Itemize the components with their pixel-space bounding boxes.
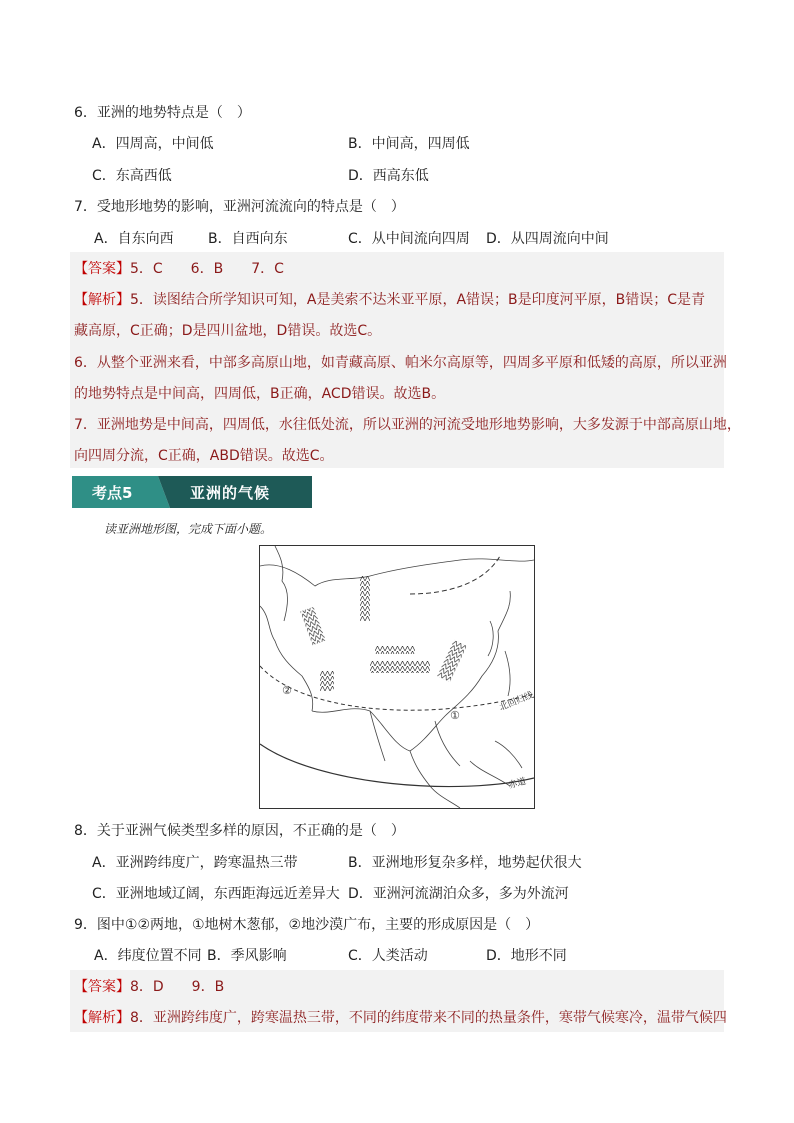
- q8-option-c[interactable]: C．亚洲地域辽阔，东西距海远近差异大: [92, 886, 340, 902]
- instruction-text: 读亚洲地形图，完成下面小题。: [104, 522, 273, 536]
- analysis-line-4: 的地势特点是中间高，四周低，B正确，ACD错误。故选B。: [74, 386, 446, 402]
- answer2-line: [74, 976, 224, 996]
- marker-2: ②: [282, 684, 292, 697]
- answer2-tag: 【答案】: [74, 979, 130, 995]
- question-6: 6．亚洲的地势特点是（ ）: [74, 105, 251, 121]
- q6-option-b[interactable]: B．中间高，四周低: [348, 136, 470, 152]
- q9-option-d[interactable]: D．地形不同: [486, 948, 567, 964]
- answer-analysis-block-2: [70, 970, 727, 1032]
- q7-option-c[interactable]: C．从中间流向四周: [348, 231, 470, 247]
- analysis2-text: 8．亚洲跨纬度广，跨寒温热三带，不同的纬度带来不同的热量条件，寒带气候寒冷，温带气候四: [130, 1010, 727, 1026]
- equator-label: 赤道: [507, 776, 528, 792]
- q7-option-d[interactable]: D．从四周流向中间: [486, 231, 609, 247]
- question-8: 8．关于亚洲气候类型多样的原因，不正确的是（ ）: [74, 823, 405, 839]
- analysis2-tag: 【解析】: [74, 1010, 130, 1026]
- q9-option-c[interactable]: C．人类活动: [348, 948, 428, 964]
- answer-tag: 【答案】: [74, 261, 130, 277]
- question-7: 7．受地形地势的影响，亚洲河流流向的特点是（ ）: [74, 199, 405, 215]
- marker-1: ①: [450, 709, 460, 722]
- q8-option-d[interactable]: D．亚洲河流湖泊众多，多为外流河: [348, 886, 569, 902]
- analysis-line-1: [74, 289, 705, 309]
- analysis2-line-1: [74, 1007, 727, 1027]
- analysis-line-5: 7．亚洲地势是中间高，四周低，水往低处流，所以亚洲的河流受地形地势影响，大多发源于中部高原山地，: [74, 417, 741, 433]
- answer-analysis-block-1: [70, 252, 741, 468]
- section-header: [72, 476, 312, 508]
- section-title: 亚洲的气候: [190, 484, 271, 502]
- section-badge: 考点5: [92, 484, 133, 502]
- answer-text: 5．C 6．B 7．C: [130, 261, 284, 277]
- q6-option-d[interactable]: D．西高东低: [348, 168, 429, 184]
- tropic-label: 北回归线: [497, 690, 536, 714]
- q9-option-b[interactable]: B．季风影响: [207, 948, 287, 964]
- analysis-line-3: 6．从整个亚洲来看，中部多高原山地，如青藏高原、帕米尔高原等，四周多平原和低矮的高原，所以亚洲: [74, 355, 727, 371]
- analysis-line-2: 藏高原，C正确；D是四川盆地，D错误。故选C。: [74, 323, 382, 339]
- analysis-tag: 【解析】: [74, 292, 130, 308]
- answer-line-1: [74, 258, 284, 278]
- answer2-text: 8．D 9．B: [130, 979, 225, 995]
- q9-option-a[interactable]: A．纬度位置不同: [94, 948, 202, 964]
- q8-option-a[interactable]: A．亚洲跨纬度广，跨寒温热三带: [92, 855, 298, 871]
- q7-option-a[interactable]: A．自东向西: [94, 231, 174, 247]
- asia-terrain-map: [259, 545, 535, 809]
- analysis-line-6: 向四周分流，C正确，ABD错误。故选C。: [74, 448, 334, 464]
- question-9: 9．图中①②两地，①地树木葱郁，②地沙漠广布，主要的形成原因是（ ）: [74, 917, 540, 933]
- q7-option-b[interactable]: B．自西向东: [208, 231, 288, 247]
- q6-option-c[interactable]: C．东高西低: [92, 168, 172, 184]
- q8-option-b[interactable]: B．亚洲地形复杂多样，地势起伏很大: [348, 855, 582, 871]
- map-drawing: [260, 546, 534, 808]
- q6-option-a[interactable]: A．四周高，中间低: [92, 136, 214, 152]
- analysis-text: 5．读图结合所学知识可知，A是美索不达米亚平原，A错误；B是印度河平原，B错误；C是青: [130, 292, 706, 308]
